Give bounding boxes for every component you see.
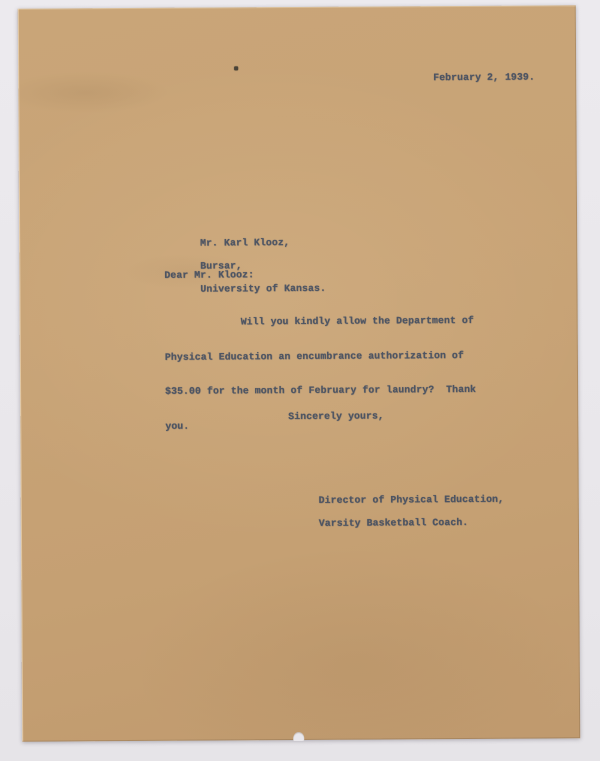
body-line: Physical Education an encumbrance authorization of — [164, 349, 464, 363]
paper-edge-notch — [293, 732, 304, 741]
recipient-institution: University of Kansas. — [200, 282, 326, 295]
body-line: you. — [165, 420, 190, 432]
letter-body — [165, 292, 486, 455]
complimentary-closing: Sincerely yours, — [288, 410, 384, 423]
body-line: Will you kindly allow the Department of — [240, 314, 474, 328]
signature-block — [283, 482, 505, 541]
letter-paper — [18, 5, 580, 741]
letter-date: February 2, 1939. — [433, 71, 535, 84]
recipient-title: Bursar, — [200, 259, 243, 272]
body-line: $35.00 for the month of February for laundry? Thank — [165, 383, 477, 397]
salutation: Dear Mr. Klooz: — [164, 269, 255, 281]
recipient-name: Mr. Karl Klooz, — [200, 236, 290, 249]
ink-speck — [234, 66, 238, 70]
signature-title-1: Director of Physical Education, — [318, 493, 505, 506]
signature-title-2: Varsity Basketball Coach. — [318, 516, 469, 529]
